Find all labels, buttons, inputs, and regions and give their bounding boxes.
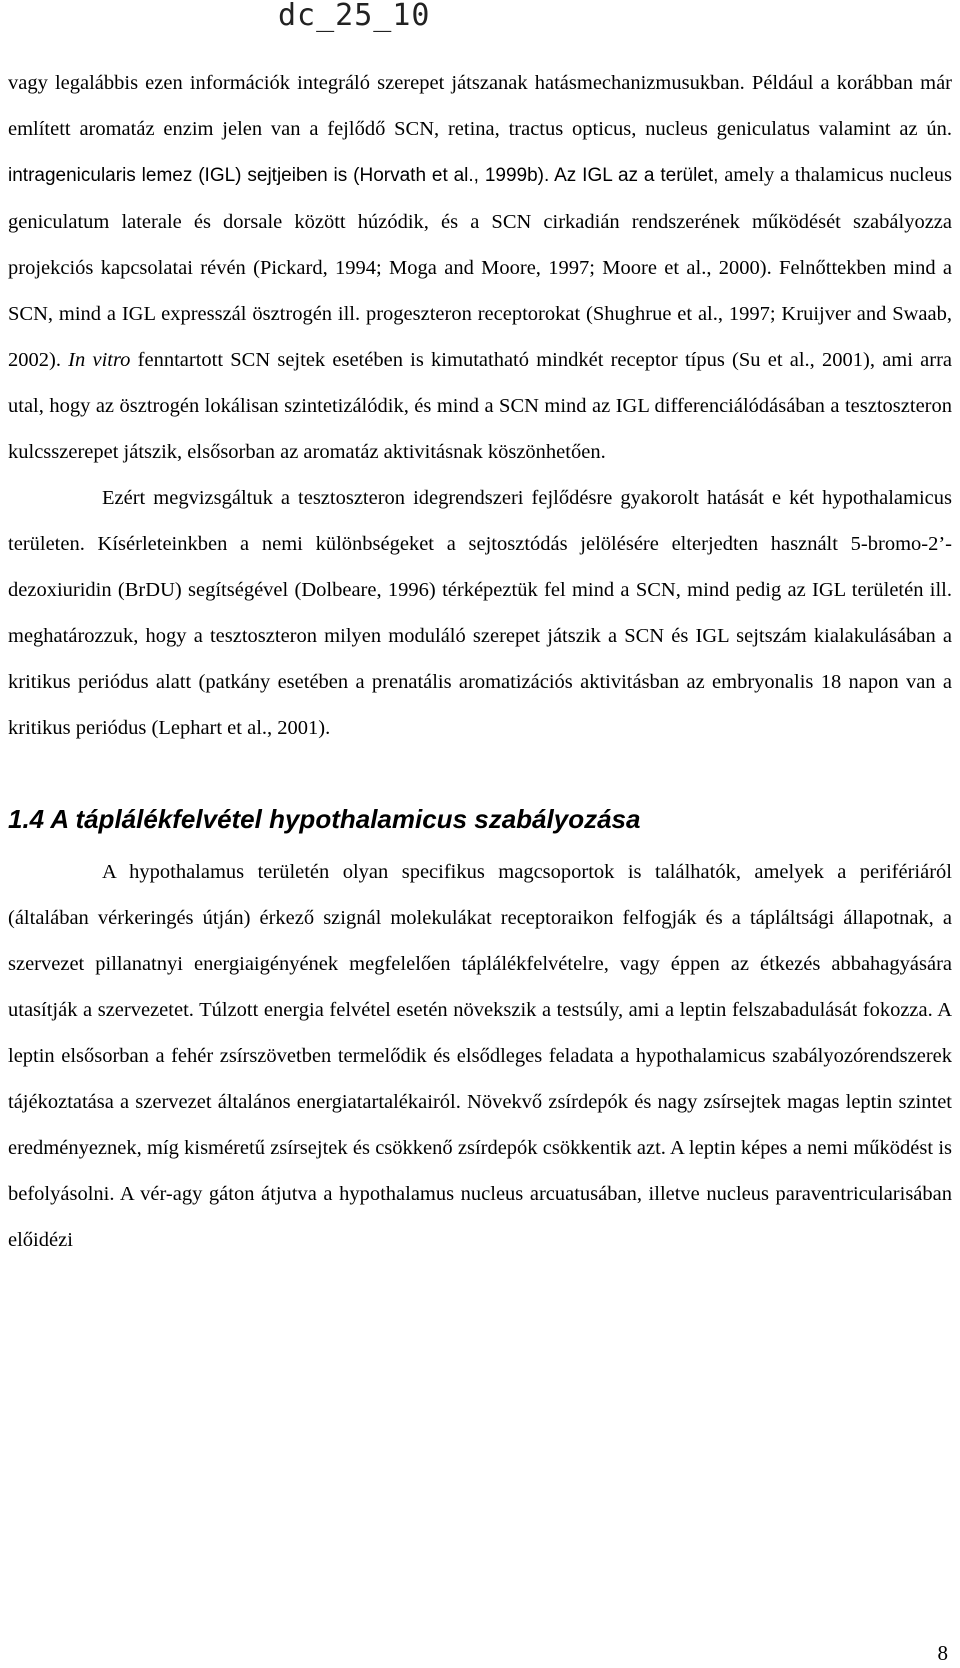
- paragraph-1-part-4: fenntartott SCN sejtek esetében is kimutatható mindkét receptor típus (Su et al., 2001), ami arra utal, hogy az ösztrogén lokálisan szintetizálódik, és mind a SCN mind az IGL differenciálódásában a tesztoszteron kulcsszerepet játszik, elsősorban az aromatáz aktivitásnak köszönhetően.: [8, 349, 952, 463]
- section-heading: 1.4 A táplálékfelvétel hypothalamicus szabályozása: [8, 804, 641, 834]
- paragraph-1-part-3: amely a thalamicus nucleus geniculatum laterale és dorsale között húzódik, és a SCN cirkadián rendszerének működését szabályozza projekciós kapcsolatai révén (Pickard, 1994; Moga and Moore, 1997; Moore et al., 2000). Felnőttekben mind a SCN, mind a IGL expresszál ösztrogén ill. progeszteron receptorokat (Shughrue et al., 1997; Kruijver and Swaab, 2002).: [8, 164, 952, 371]
- in-vitro-italic: In vitro: [68, 349, 131, 371]
- paragraph-2: Ezért megvizsgáltuk a tesztoszteron idegrendszeri fejlődésre gyakorolt hatását e két hypothalamicus területen. Kísérleteinkben a nemi különbségeket a sejtosztódás jelölésére elterjedten használt 5-bromo-2’-dezoxiuridin (BrDU) segítségével (Dolbeare, 1996) térképeztük fel mind a SCN, mind pedig az IGL területén ill. meghatározzuk, hogy a tesztoszteron milyen moduláló szerepet játszik a SCN és IGL sejtszám kialakulásában a kritikus periódus alatt (patkány esetében a prenatális aromatizációs aktivitásban az embryonalis 18 napon van a kritikus periódus (Lephart et al., 2001).: [8, 487, 952, 739]
- document-id: dc_25_10: [278, 0, 431, 33]
- document-body: [8, 60, 952, 1263]
- section-paragraph: A hypothalamus területén olyan specifikus magcsoportok is találhatók, amelyek a perifériáról (általában vérkeringés útján) érkező szignál molekulákat receptoraikon felfogják és a tápláltsági állapotnak, a szervezet pillanatnyi energiaigényének megfelelően táplálékfelvételre, vagy éppen az étkezés abbahagyására utasítják a szervezetet. Túlzott energia felvétel esetén növekszik a testsúly, ami a leptin felszabadulását fokozza. A leptin elsősorban a fehér zsírszövetben termelődik és elsődleges feladata a hypothalamicus szabályozórendszerek tájékoztatása a szervezet általános energiatartalékairól. Növekvő zsírdepók és nagy zsírsejtek magas leptin szintet eredményeznek, míg kisméretű zsírsejtek és csökkenő zsírdepók csökkentik azt. A leptin képes a nemi működést is befolyásolni. A vér-agy gáton átjutva a hypothalamus nucleus arcuatusában, illetve nucleus paraventricularisában előidézi: [8, 861, 952, 1251]
- paragraph-1-part-1: vagy legalábbis ezen információk integráló szerepet játszanak hatásmechanizmusukban. Például a korábban már említett aromatáz enzim jelen van a fejlődő SCN, retina, tractus opticus, nucleus geniculatus valamint az ún.: [8, 72, 952, 140]
- page-number: 8: [937, 1641, 948, 1665]
- paragraph-1: [8, 60, 952, 475]
- paragraph-1-sans-part: intragenicularis lemez (IGL) sejtjeiben is (Horvath et al., 1999b). Az IGL az a terület,: [8, 165, 719, 186]
